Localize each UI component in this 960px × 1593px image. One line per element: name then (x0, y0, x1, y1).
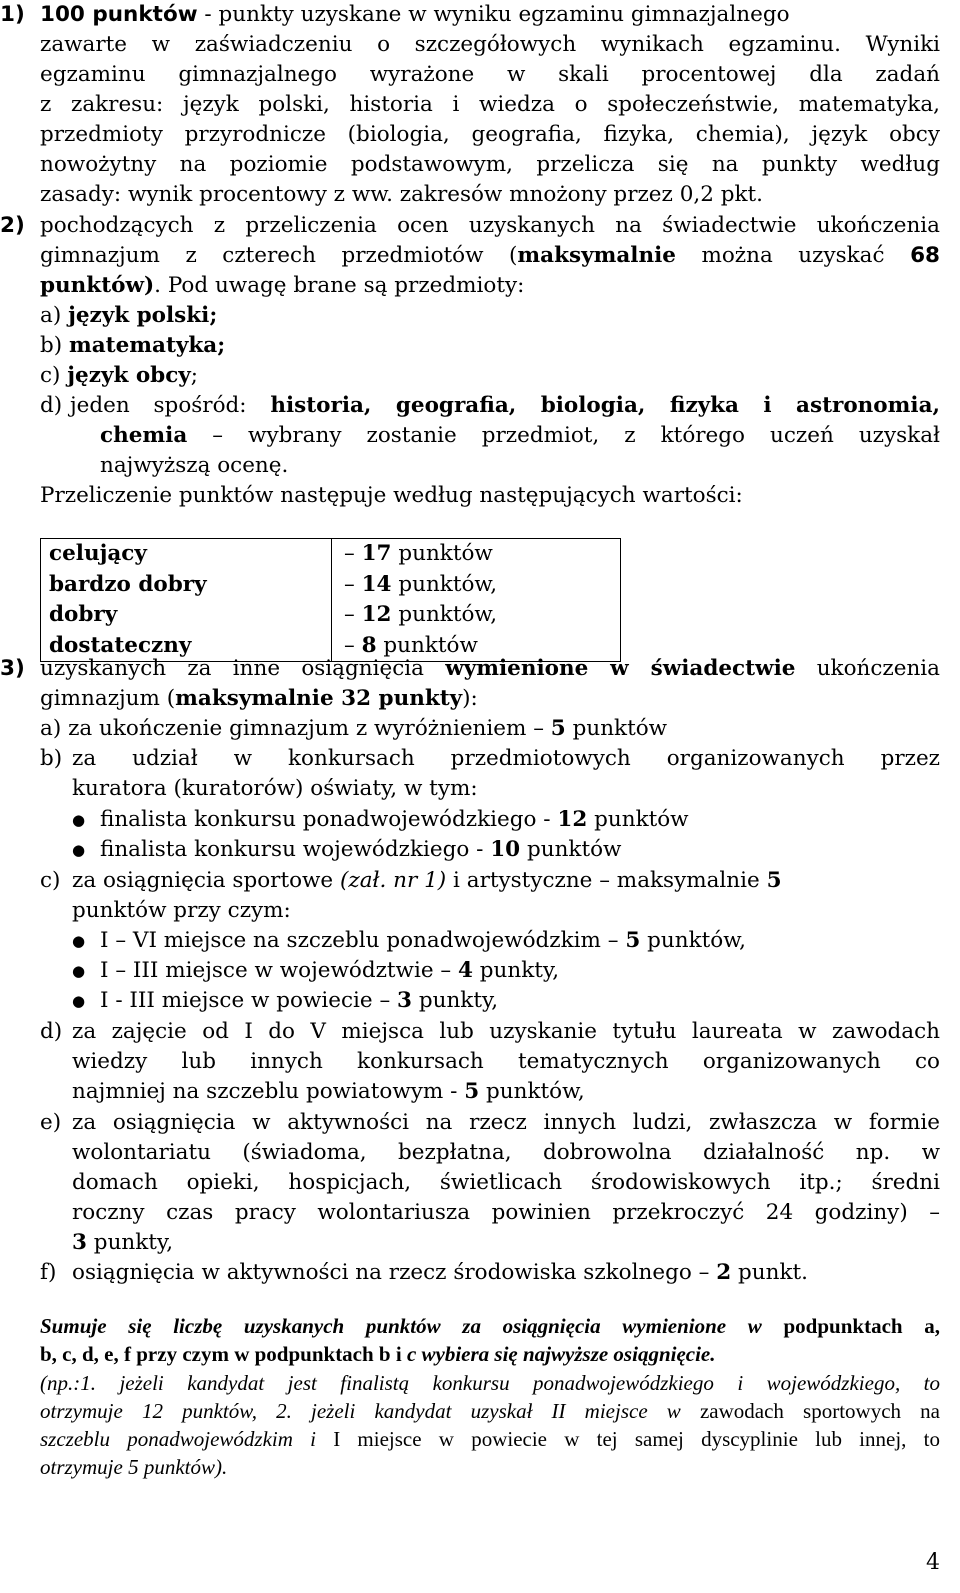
summary-bold-italic: Sumuje się liczbę uzyskanych punktów za osiągnięcia wymienione w (40, 1314, 762, 1338)
grades-column (41, 539, 332, 662)
points-value: 4 (457, 958, 473, 983)
points-value: 3 (397, 988, 413, 1013)
bullet-text: I – VI miejsce na szczeblu ponadwojewódzkim – (100, 928, 626, 953)
achievement-b-label: b) (40, 746, 63, 771)
section-2-line-3 (40, 271, 524, 301)
achievement-b-line-1: za udział w konkursach przedmiotowych organizowanych przez (72, 746, 940, 771)
points-unit: punkt. (731, 1260, 808, 1285)
bullet-text: I - III miejsce w powiecie – (100, 988, 398, 1013)
grades-table (40, 538, 621, 662)
bullet-text: finalista konkursu ponadwojewódzkiego - (100, 807, 558, 832)
points-unit: punktów (520, 837, 622, 862)
section-3-line-2 (40, 684, 478, 714)
points-value: 17 (361, 541, 392, 566)
text-bold: historia, geografia, biologia, fizyka i astronomia, (270, 393, 940, 418)
section-1-line-2: zawarte w zaświadczeniu o szczegółowych wynikach egzaminu. Wyniki (40, 32, 940, 57)
section-1-line-3: egzaminu gimnazjalnego wyrażone w skali procentowej dla zadań (40, 62, 940, 87)
subject-item-d-line-3: najwyższą ocenę. (100, 453, 289, 478)
points-unit: punkty, (472, 958, 560, 983)
subject-item-a (40, 301, 217, 331)
summary-bold-italic: c wybiera się najwyższe osiągnięcie. (406, 1342, 716, 1366)
item-label: a) (40, 716, 62, 741)
text: ): (462, 686, 478, 711)
page-number: 4 (926, 1550, 940, 1575)
subject-item-d-line-1 (70, 391, 940, 421)
points-value: 3 (72, 1230, 87, 1255)
grade-points (340, 570, 620, 601)
section-2-line-2 (40, 241, 940, 271)
points-unit: punktów (565, 716, 668, 741)
achievement-c-bullet-2 (100, 956, 559, 986)
points-unit: punktów, (391, 571, 498, 597)
points-unit: punktów (391, 541, 493, 566)
summary-italic: szczeblu ponadwojewódzkim i (40, 1427, 334, 1451)
achievement-d-line-3 (72, 1077, 585, 1107)
points-value: 5 (625, 928, 641, 953)
text: . Pod uwagę brane są przedmioty: (154, 273, 525, 298)
points-value: 5 (464, 1079, 480, 1104)
achievement-d-label: d) (40, 1019, 63, 1044)
subject-item-d-line-2 (100, 421, 940, 451)
points-unit: punktów (587, 807, 689, 832)
points-unit: punktów, (479, 1079, 585, 1104)
points-value: 12 (361, 602, 392, 627)
summary-line-3: (np.:1. jeżeli kandydat jest finalistą konkursu ponadwojewódzkiego i wojewódzkiego, to (40, 1371, 940, 1395)
achievement-e-line-3: domach opieki, hospicjach, świetlicach środowiskowych itp.; średni (72, 1170, 940, 1195)
summary-line-4 (40, 1397, 940, 1425)
summary-text: I miejsce w powiecie w tej samej dyscyplinie lub innej, to (333, 1427, 940, 1451)
dash: – (344, 602, 362, 627)
item-text: za ukończenie gimnazjum z wyróżnieniem – (68, 716, 551, 741)
subject-item-b (40, 331, 225, 361)
achievement-e-label: e) (40, 1110, 62, 1135)
points-unit: punkty, (412, 988, 499, 1013)
achievement-e-line-2: wolontariatu (świadoma, bezpłatna, dobrowolna działalność np. w (72, 1140, 940, 1165)
text: jeden spośród: (70, 393, 271, 418)
bullet-icon: ● (72, 811, 86, 829)
conversion-intro: Przeliczenie punktów następuje według następujących wartości: (40, 483, 743, 508)
bullet-icon: ● (72, 992, 86, 1010)
points-unit: punktów, (391, 602, 498, 627)
item-bold: język obcy (67, 363, 191, 388)
grade-name: celujący (49, 541, 147, 566)
text: gimnazjum ( (40, 686, 176, 711)
points-value: 5 (550, 716, 566, 741)
achievement-c-bullet-3 (100, 986, 498, 1016)
section-1-points-label: 100 punktów (40, 2, 198, 27)
achievement-c-line-1 (72, 866, 782, 896)
grade-name: dobry (49, 602, 118, 627)
subject-item-d-label: d) (40, 393, 63, 418)
text-bold: maksymalnie (517, 243, 676, 268)
section-2-line-1: pochodzących z przeliczenia ocen uzyskanych na świadectwie ukończenia (40, 213, 940, 238)
grade-name: dostateczny (49, 632, 192, 658)
section-1-line-4: z zakresu: język polski, historia i wiedza o społeczeństwie, matematyka, (40, 92, 940, 117)
achievement-b-bullet-1 (100, 805, 689, 835)
summary-bold: b, c, d, e, f przy czym w podpunktach b i (40, 1342, 407, 1366)
section-1-line-7: zasady: wynik procentowy z ww. zakresów mnożony przez 0,2 pkt. (40, 182, 763, 207)
text: uzyskanych za inne osiągnięcia (40, 656, 446, 681)
text: gimnazjum z czterech przedmiotów ( (40, 243, 518, 268)
text: za osiągnięcia sportowe (72, 868, 340, 893)
points-unit: punktów, (640, 928, 746, 953)
text-bold: maksymalnie 32 punkty (175, 686, 463, 711)
item-text: ; (190, 363, 199, 388)
summary-line-1 (40, 1312, 940, 1340)
text-bold: punktów) (40, 273, 155, 298)
achievement-b-bullet-2 (100, 835, 621, 865)
bullet-text: finalista konkursu wojewódzkiego - (100, 837, 491, 862)
bullet-text: I – III miejsce w województwie – (100, 958, 458, 983)
bullet-icon: ● (72, 932, 86, 950)
section-3-number: 3) (0, 656, 25, 681)
text: i artystyczne – maksymalnie (446, 868, 767, 893)
points-value: 10 (490, 837, 521, 862)
grade-points (340, 539, 620, 570)
section-3-line-1 (40, 654, 940, 684)
grade-name: bardzo dobry (49, 571, 207, 597)
section-2-number: 2) (0, 213, 25, 238)
achievement-c-bullet-1 (100, 926, 746, 956)
summary-text: zawodach sportowych na (699, 1399, 940, 1423)
points-column (332, 539, 621, 662)
item-label: a) (40, 303, 62, 328)
dash: – (344, 571, 362, 597)
bullet-icon: ● (72, 962, 86, 980)
item-label: b) (40, 333, 63, 358)
item-bold: matematyka; (69, 333, 226, 358)
achievement-c-label: c) (40, 868, 61, 893)
achievement-e-line-1: za osiągnięcia w aktywności na rzecz innych ludzi, zwłaszcza w formie (72, 1110, 940, 1135)
points-unit: punktów (376, 632, 478, 658)
points-value: 12 (557, 807, 588, 832)
achievement-b-line-2: kuratora (kuratorów) oświaty, w tym: (72, 776, 478, 801)
achievement-f-line (72, 1258, 808, 1288)
dash: – (344, 632, 362, 658)
points-value: 8 (361, 632, 377, 658)
text-italic: (zał. nr 1) (340, 868, 447, 893)
section-1-line-5: przedmioty przyrodnicze (biologia, geografia, fizyka, chemia), język obcy (40, 122, 940, 147)
summary-line-2 (40, 1340, 716, 1368)
summary-line-5 (40, 1425, 940, 1453)
achievement-e-line-4: roczny czas pracy wolontariusza powinien przekroczyć 24 godziny) – (72, 1200, 940, 1225)
bullet-icon: ● (72, 841, 86, 859)
summary-bold: podpunktach a, (761, 1314, 941, 1338)
points-value: 5 (766, 868, 782, 893)
section-1-line-1 (40, 0, 940, 30)
section-1-line-6: nowożytny na poziomie podstawowym, przelicza się na punkty według (40, 152, 940, 177)
grade-points (340, 600, 620, 631)
text-bold: wymienione w świadectwie (445, 656, 796, 681)
achievement-e-line-5 (72, 1228, 173, 1258)
summary-italic: otrzymuje 12 punktów, 2. jeżeli kandydat uzyskał II miejsce w (40, 1399, 700, 1423)
achievement-d-line-1: za zajęcie od I do V miejsca lub uzyskanie tytułu laureata w zawodach (72, 1019, 940, 1044)
text-bold: chemia (100, 423, 188, 448)
section-1-number: 1) (0, 2, 25, 27)
section-1-text: - punkty uzyskane w wyniku egzaminu gimnazjalnego (197, 2, 790, 27)
text: – wybrany zostanie przedmiot, z którego uczeń uzyskał (187, 423, 940, 448)
points-value: 2 (716, 1260, 732, 1285)
text: ukończenia (795, 656, 940, 681)
item-text: osiągnięcia w aktywności na rzecz środowiska szkolnego – (72, 1260, 717, 1285)
achievement-f-label: f) (40, 1260, 57, 1285)
item-bold: język polski; (68, 303, 218, 328)
text: najmniej na szczeblu powiatowym - (72, 1079, 465, 1104)
points-value: 14 (361, 571, 392, 597)
subject-item-c (40, 361, 198, 391)
text-bold: 68 (910, 243, 940, 268)
points-unit: punkty, (86, 1230, 174, 1255)
text: można uzyskać (675, 243, 911, 268)
item-label: c) (40, 363, 61, 388)
summary-line-6: otrzymuje 5 punktów). (40, 1455, 228, 1479)
achievement-c-line-2: punktów przy czym: (72, 898, 291, 923)
achievement-a (40, 714, 667, 744)
achievement-d-line-2: wiedzy lub innych konkursach tematycznych organizowanych co (72, 1049, 940, 1074)
dash: – (344, 541, 362, 566)
